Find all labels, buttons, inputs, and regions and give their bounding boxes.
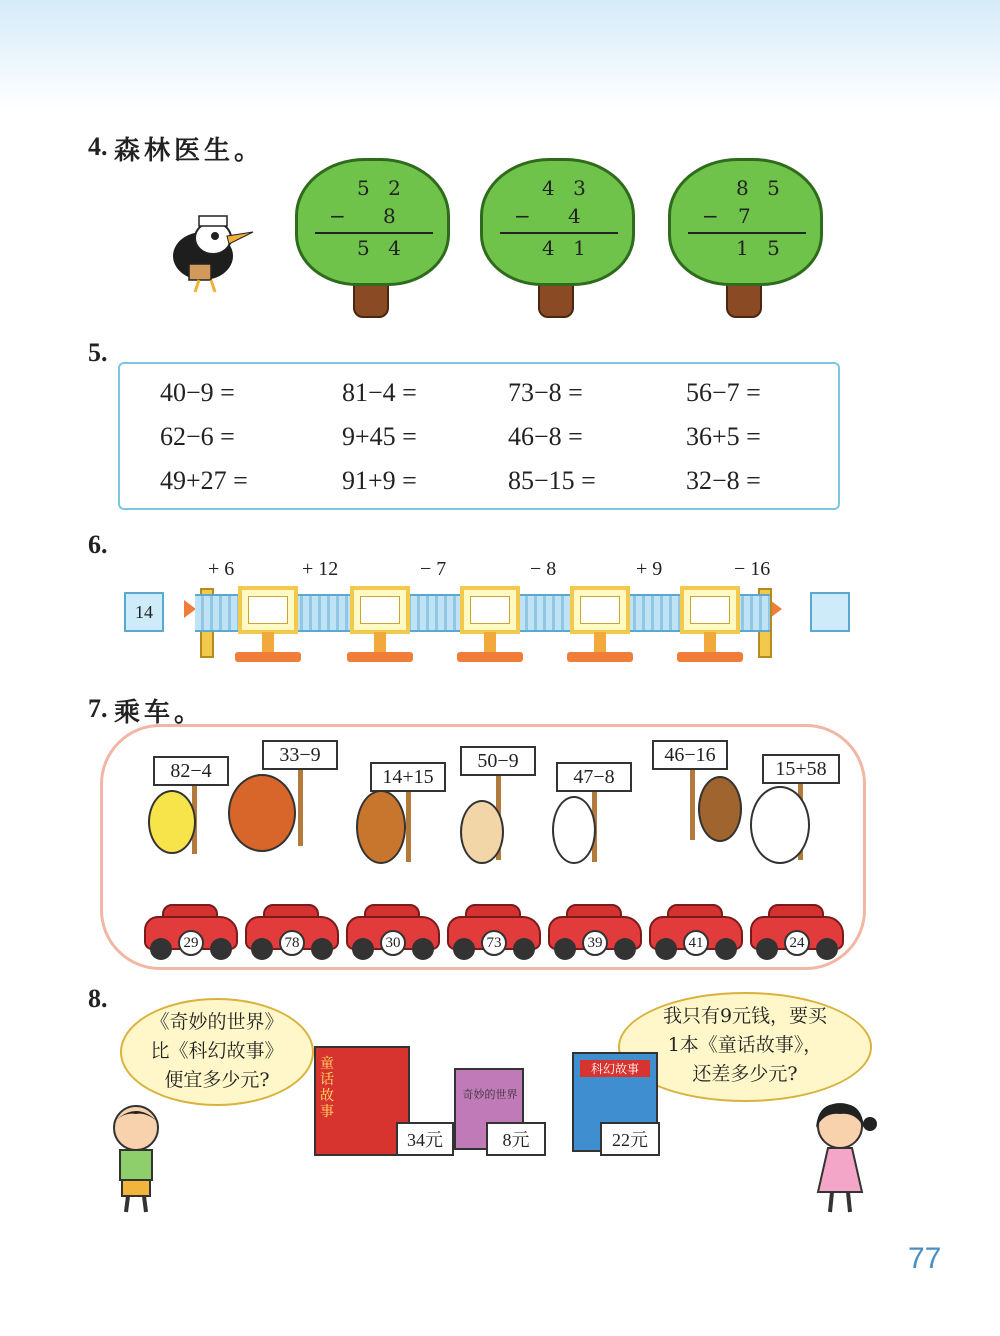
op-5: + 9 xyxy=(636,558,663,580)
question-6-number: 6. xyxy=(88,530,108,559)
girl-icon xyxy=(800,1098,880,1220)
tree-problem-2 xyxy=(480,158,635,318)
tree-problem-3 xyxy=(668,158,823,318)
question-7-number: 7. xyxy=(88,694,108,723)
car-3-number: 30 xyxy=(380,930,406,956)
price-tag-1: 34元 xyxy=(396,1122,454,1156)
op-6: − 16 xyxy=(734,558,771,580)
tree-3-bottom: 7 xyxy=(738,204,757,228)
woodpecker-doctor-icon xyxy=(155,208,255,298)
sign-4: 50−9 xyxy=(460,746,536,776)
calc-r1-c1: 40−9 = xyxy=(160,378,235,407)
sign-1: 82−4 xyxy=(153,756,229,786)
sign-6: 46−16 xyxy=(652,740,728,770)
cat-icon xyxy=(460,800,504,864)
boy-icon xyxy=(96,1100,176,1220)
monitor-4 xyxy=(570,586,630,634)
tree-1-top: 5 2 xyxy=(357,176,407,200)
rooster-icon xyxy=(228,774,296,852)
question-5-number: 5. xyxy=(88,338,108,367)
answer-box[interactable] xyxy=(810,592,850,632)
start-number-box: 14 xyxy=(124,592,164,632)
calc-r1-c2: 81−4 = xyxy=(342,378,417,407)
tree-3-op: − xyxy=(702,204,725,228)
calc-r2-c4: 36+5 = xyxy=(686,422,761,451)
op-2: + 12 xyxy=(302,558,339,580)
tree-2-result: 4 1 xyxy=(542,236,592,260)
duck-icon xyxy=(148,790,196,854)
car-5-number: 39 xyxy=(582,930,608,956)
calc-r3-c2: 91+9 = xyxy=(342,466,417,495)
calc-r2-c2: 9+45 = xyxy=(342,422,417,451)
car-1-number: 29 xyxy=(178,930,204,956)
calc-r2-c1: 62−6 = xyxy=(160,422,235,451)
car-6 xyxy=(649,904,743,960)
car-2-number: 78 xyxy=(279,930,305,956)
sign-7: 15+58 xyxy=(762,754,840,784)
op-4: − 8 xyxy=(530,558,557,580)
calc-r2-c3: 46−8 = xyxy=(508,422,583,451)
tree-1-bottom: 8 xyxy=(383,204,402,228)
tree-3-result: 1 5 xyxy=(736,236,786,260)
book-fairy-tales: 童话故事 xyxy=(314,1046,410,1156)
car-7-number: 24 xyxy=(784,930,810,956)
car-4 xyxy=(447,904,541,960)
tree-1-op: − xyxy=(329,204,352,228)
arrow-out-icon xyxy=(770,596,788,622)
sign-2: 33−9 xyxy=(262,740,338,770)
calc-r3-c4: 32−8 = xyxy=(686,466,761,495)
tree-3-top: 8 5 xyxy=(736,176,786,200)
calculation-box xyxy=(118,362,840,510)
book-wonderful-world: 奇妙的世界 xyxy=(454,1068,524,1150)
book-science-fiction: 科幻故事 xyxy=(572,1052,658,1152)
page-header-band xyxy=(0,0,1000,110)
sign-5: 47−8 xyxy=(556,762,632,792)
monitor-5 xyxy=(680,586,740,634)
calc-r1-c4: 56−7 = xyxy=(686,378,761,407)
tree-1-result: 5 4 xyxy=(357,236,407,260)
monitor-1 xyxy=(238,586,298,634)
car-4-number: 73 xyxy=(481,930,507,956)
question-4-title: 森林医生。 xyxy=(114,136,265,166)
car-3 xyxy=(346,904,440,960)
dog-icon xyxy=(698,776,742,842)
left-speech-bubble: 《奇妙的世界》 比《科幻故事》 便宜多少元? xyxy=(120,998,314,1106)
calc-r1-c3: 73−8 = xyxy=(508,378,583,407)
car-6-number: 41 xyxy=(683,930,709,956)
car-7 xyxy=(750,904,844,960)
right-speech-bubble: 我只有9元钱，要买 1本《童话故事》， 还差多少元? xyxy=(618,992,872,1102)
rabbit-icon xyxy=(552,796,596,864)
sign-3: 14+15 xyxy=(370,762,446,792)
tree-2-top: 4 3 xyxy=(542,176,592,200)
price-tag-2: 8元 xyxy=(486,1122,546,1156)
op-3: − 7 xyxy=(420,558,447,580)
car-2 xyxy=(245,904,339,960)
calc-r3-c3: 85−15 = xyxy=(508,466,596,495)
question-4-number: 4. xyxy=(88,132,108,161)
op-1: + 6 xyxy=(208,558,235,580)
price-tag-3: 22元 xyxy=(600,1122,660,1156)
question-7-title: 乘车。 xyxy=(114,698,205,728)
tree-2-op: − xyxy=(514,204,537,228)
tree-2-bottom: 4 xyxy=(568,204,587,228)
page-number: 77 xyxy=(908,1242,942,1275)
monitor-3 xyxy=(460,586,520,634)
goose-icon xyxy=(750,786,810,864)
car-5 xyxy=(548,904,642,960)
monitor-2 xyxy=(350,586,410,634)
deer-icon xyxy=(356,790,406,864)
question-8-number: 8. xyxy=(88,984,108,1013)
tree-problem-1 xyxy=(295,158,450,318)
calc-r3-c1: 49+27 = xyxy=(160,466,248,495)
car-1 xyxy=(144,904,238,960)
